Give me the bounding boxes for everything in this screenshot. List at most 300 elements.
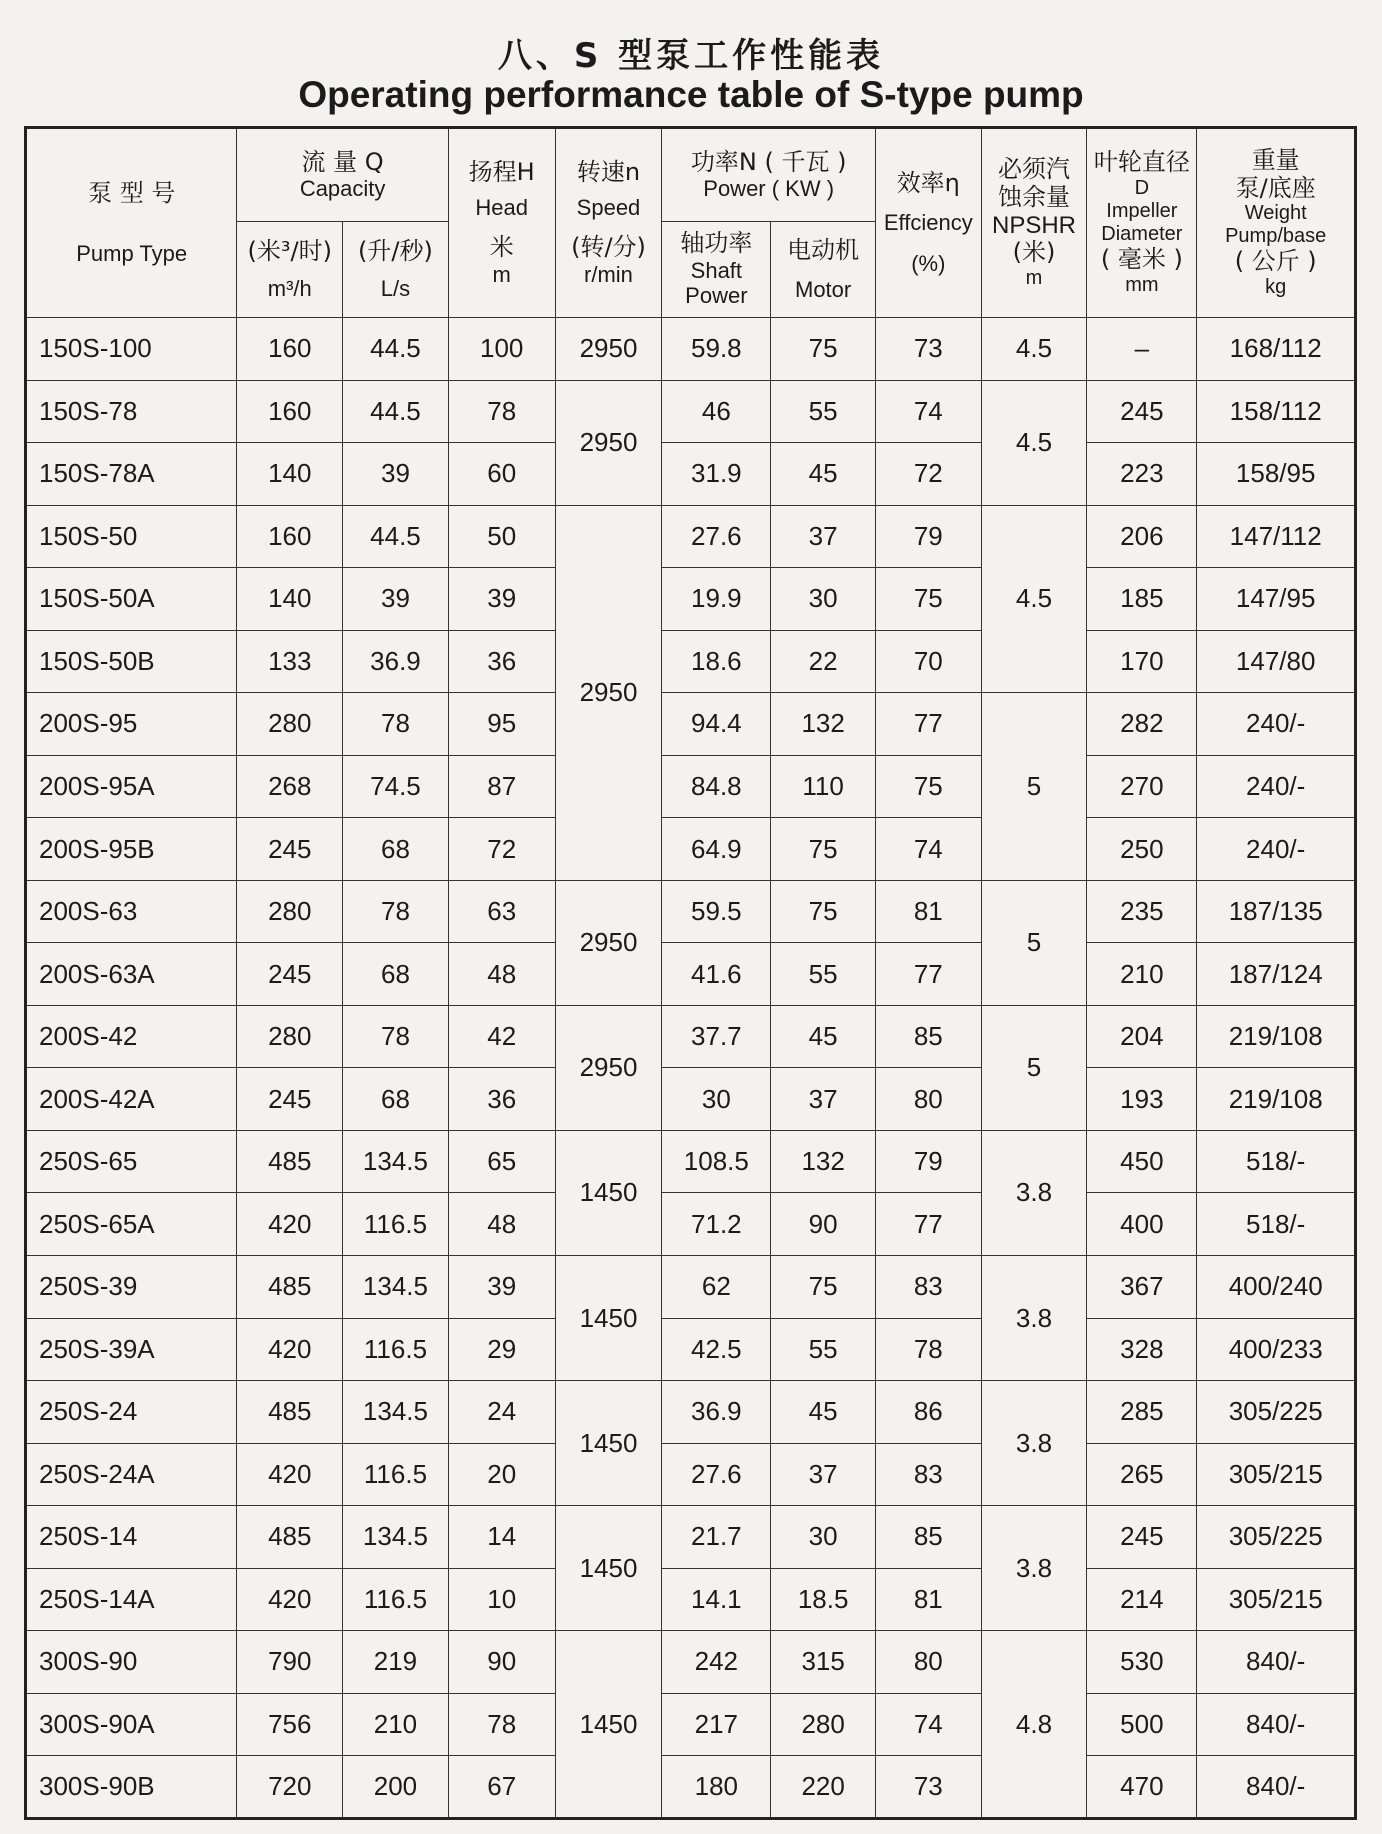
header-efficiency xyxy=(875,128,981,318)
cell-impeller-diameter: 328 xyxy=(1087,1318,1197,1381)
cell-weight: 158/112 xyxy=(1197,380,1356,443)
header-weight-unit-cn: ( 公斤 ) xyxy=(1234,247,1317,276)
header-capacity-m3h-cn: (米³/时) xyxy=(247,237,332,266)
header-impeller xyxy=(1087,128,1197,318)
header-impeller-unit-cn: ( 毫米 ) xyxy=(1100,245,1183,273)
cell-impeller-diameter: 265 xyxy=(1087,1443,1197,1506)
header-impeller-d: D xyxy=(1134,177,1150,199)
table-row xyxy=(26,1568,1356,1631)
cell-motor: 55 xyxy=(771,943,876,1006)
cell-shaft-power: 217 xyxy=(662,1693,771,1756)
cell-impeller-diameter: 245 xyxy=(1087,1506,1197,1569)
cell-capacity-m3h: 420 xyxy=(237,1193,343,1256)
cell-motor: 132 xyxy=(771,1130,876,1193)
cell-pump-type: 250S-65A xyxy=(26,1193,237,1256)
cell-pump-type: 150S-50 xyxy=(26,505,237,568)
header-pump-type-en: Pump Type xyxy=(76,241,188,267)
cell-capacity-m3h: 790 xyxy=(237,1631,343,1694)
cell-capacity-ls: 74.5 xyxy=(343,755,449,818)
cell-capacity-ls: 78 xyxy=(343,693,449,756)
header-speed-unit: r/min xyxy=(584,261,633,287)
header-pump-type xyxy=(26,128,237,318)
cell-pump-type: 150S-78 xyxy=(26,380,237,443)
header-impeller-en1: Impeller xyxy=(1106,200,1178,222)
cell-weight: 147/80 xyxy=(1197,630,1356,693)
cell-capacity-ls: 219 xyxy=(343,1631,449,1694)
cell-head: 78 xyxy=(448,1693,555,1756)
table-row xyxy=(26,318,1356,381)
header-shaft-cn: 轴功率 xyxy=(680,229,753,258)
cell-impeller-diameter: 193 xyxy=(1087,1068,1197,1131)
table-row xyxy=(26,380,1356,443)
cell-capacity-m3h: 720 xyxy=(237,1756,343,1819)
header-power xyxy=(662,128,876,222)
title-chinese: 八、S 型泵工作性能表 xyxy=(497,36,885,76)
header-weight xyxy=(1197,128,1356,318)
table-row xyxy=(26,1318,1356,1381)
cell-impeller-diameter: 470 xyxy=(1087,1756,1197,1819)
cell-impeller-diameter: 367 xyxy=(1087,1255,1197,1318)
cell-motor: 75 xyxy=(771,818,876,881)
cell-efficiency: 74 xyxy=(875,1693,981,1756)
cell-pump-type: 200S-63A xyxy=(26,943,237,1006)
cell-head: 39 xyxy=(448,1255,555,1318)
cell-head: 90 xyxy=(448,1631,555,1694)
table-row xyxy=(26,1193,1356,1256)
cell-weight: 400/240 xyxy=(1197,1255,1356,1318)
cell-shaft-power: 242 xyxy=(662,1631,771,1694)
cell-pump-type: 300S-90A xyxy=(26,1693,237,1756)
cell-impeller-diameter: 204 xyxy=(1087,1005,1197,1068)
cell-pump-type: 250S-14A xyxy=(26,1568,237,1631)
cell-head: 36 xyxy=(448,1068,555,1131)
cell-head: 14 xyxy=(448,1506,555,1569)
cell-motor: 37 xyxy=(771,505,876,568)
cell-shaft-power: 41.6 xyxy=(662,943,771,1006)
cell-shaft-power: 180 xyxy=(662,1756,771,1819)
header-efficiency-en: Effciency xyxy=(883,209,973,235)
cell-motor: 75 xyxy=(771,318,876,381)
cell-speed: 2950 xyxy=(555,880,662,1005)
cell-efficiency: 77 xyxy=(875,943,981,1006)
cell-motor: 75 xyxy=(771,880,876,943)
header-speed-unit-cn: (转/分) xyxy=(571,233,646,261)
table-row xyxy=(26,630,1356,693)
cell-motor: 45 xyxy=(771,1381,876,1444)
cell-capacity-m3h: 280 xyxy=(237,693,343,756)
table-row xyxy=(26,943,1356,1006)
cell-efficiency: 83 xyxy=(875,1443,981,1506)
cell-shaft-power: 19.9 xyxy=(662,568,771,631)
cell-capacity-ls: 134.5 xyxy=(343,1381,449,1444)
cell-head: 100 xyxy=(448,318,555,381)
header-weight-en2: Pump/base xyxy=(1225,225,1327,248)
table-row xyxy=(26,1130,1356,1193)
cell-efficiency: 75 xyxy=(875,568,981,631)
cell-motor: 30 xyxy=(771,568,876,631)
table-body xyxy=(26,318,1356,1819)
cell-weight: 840/- xyxy=(1197,1693,1356,1756)
header-efficiency-unit: (%) xyxy=(911,250,946,276)
cell-motor: 55 xyxy=(771,380,876,443)
cell-pump-type: 200S-63 xyxy=(26,880,237,943)
cell-pump-type: 200S-42A xyxy=(26,1068,237,1131)
cell-shaft-power: 31.9 xyxy=(662,443,771,506)
cell-shaft-power: 62 xyxy=(662,1255,771,1318)
cell-capacity-m3h: 160 xyxy=(237,380,343,443)
cell-speed: 1450 xyxy=(555,1631,662,1819)
table-row xyxy=(26,1005,1356,1068)
table-row xyxy=(26,1068,1356,1131)
cell-pump-type: 150S-50B xyxy=(26,630,237,693)
header-power-cn: 功率N ( 千瓦 ) xyxy=(690,147,847,176)
cell-impeller-diameter: 235 xyxy=(1087,880,1197,943)
cell-impeller-diameter: 210 xyxy=(1087,943,1197,1006)
cell-shaft-power: 94.4 xyxy=(662,693,771,756)
cell-capacity-ls: 68 xyxy=(343,818,449,881)
cell-shaft-power: 59.5 xyxy=(662,880,771,943)
cell-weight: 840/- xyxy=(1197,1756,1356,1819)
cell-impeller-diameter: 285 xyxy=(1087,1381,1197,1444)
cell-efficiency: 85 xyxy=(875,1506,981,1569)
header-npsh-unit: m xyxy=(1025,266,1043,289)
cell-efficiency: 79 xyxy=(875,505,981,568)
cell-motor: 75 xyxy=(771,1255,876,1318)
cell-pump-type: 150S-100 xyxy=(26,318,237,381)
cell-pump-type: 250S-24 xyxy=(26,1381,237,1444)
cell-efficiency: 77 xyxy=(875,1193,981,1256)
header-capacity-m3h xyxy=(237,222,343,318)
cell-motor: 37 xyxy=(771,1443,876,1506)
cell-head: 36 xyxy=(448,630,555,693)
header-head xyxy=(448,128,555,318)
cell-capacity-m3h: 420 xyxy=(237,1318,343,1381)
cell-capacity-m3h: 245 xyxy=(237,1068,343,1131)
cell-impeller-diameter: 223 xyxy=(1087,443,1197,506)
cell-weight: 518/- xyxy=(1197,1130,1356,1193)
cell-impeller-diameter: 282 xyxy=(1087,693,1197,756)
cell-motor: 30 xyxy=(771,1506,876,1569)
cell-shaft-power: 30 xyxy=(662,1068,771,1131)
cell-pump-type: 300S-90B xyxy=(26,1756,237,1819)
cell-weight: 305/225 xyxy=(1197,1506,1356,1569)
cell-capacity-m3h: 160 xyxy=(237,318,343,381)
cell-capacity-m3h: 280 xyxy=(237,1005,343,1068)
header-capacity-ls-unit: L/s xyxy=(380,275,411,301)
header-weight-cn2: 泵/底座 xyxy=(1235,173,1316,202)
cell-shaft-power: 42.5 xyxy=(662,1318,771,1381)
cell-weight: 305/215 xyxy=(1197,1568,1356,1631)
table-row xyxy=(26,443,1356,506)
cell-pump-type: 250S-39 xyxy=(26,1255,237,1318)
cell-motor: 45 xyxy=(771,1005,876,1068)
cell-npsh: 4.8 xyxy=(981,1631,1087,1819)
header-speed-en: Speed xyxy=(576,194,641,220)
header-head-en: Head xyxy=(475,194,528,220)
cell-npsh: 3.8 xyxy=(981,1130,1087,1255)
cell-head: 42 xyxy=(448,1005,555,1068)
cell-capacity-ls: 44.5 xyxy=(343,505,449,568)
table-row xyxy=(26,880,1356,943)
cell-pump-type: 250S-39A xyxy=(26,1318,237,1381)
cell-pump-type: 250S-24A xyxy=(26,1443,237,1506)
cell-capacity-m3h: 268 xyxy=(237,755,343,818)
cell-efficiency: 74 xyxy=(875,818,981,881)
cell-motor: 45 xyxy=(771,443,876,506)
cell-npsh: 4.5 xyxy=(981,318,1087,381)
cell-npsh: 3.8 xyxy=(981,1255,1087,1380)
cell-efficiency: 75 xyxy=(875,755,981,818)
cell-impeller-diameter: 270 xyxy=(1087,755,1197,818)
cell-efficiency: 72 xyxy=(875,443,981,506)
table-row xyxy=(26,1255,1356,1318)
cell-motor: 22 xyxy=(771,630,876,693)
cell-weight: 400/233 xyxy=(1197,1318,1356,1381)
cell-weight: 219/108 xyxy=(1197,1068,1356,1131)
cell-capacity-ls: 134.5 xyxy=(343,1506,449,1569)
cell-weight: 158/95 xyxy=(1197,443,1356,506)
cell-efficiency: 77 xyxy=(875,693,981,756)
cell-head: 10 xyxy=(448,1568,555,1631)
cell-efficiency: 80 xyxy=(875,1631,981,1694)
cell-impeller-diameter: – xyxy=(1087,318,1197,381)
header-impeller-cn: 叶轮直径 xyxy=(1093,148,1190,177)
cell-motor: 315 xyxy=(771,1631,876,1694)
cell-capacity-ls: 68 xyxy=(343,943,449,1006)
cell-capacity-ls: 116.5 xyxy=(343,1568,449,1631)
header-shaft-en2: Power xyxy=(685,283,748,309)
cell-shaft-power: 108.5 xyxy=(662,1130,771,1193)
cell-capacity-ls: 134.5 xyxy=(343,1130,449,1193)
cell-npsh: 3.8 xyxy=(981,1381,1087,1506)
cell-head: 78 xyxy=(448,380,555,443)
cell-shaft-power: 84.8 xyxy=(662,755,771,818)
cell-capacity-ls: 44.5 xyxy=(343,380,449,443)
cell-shaft-power: 14.1 xyxy=(662,1568,771,1631)
cell-capacity-ls: 39 xyxy=(343,443,449,506)
cell-capacity-m3h: 485 xyxy=(237,1255,343,1318)
cell-capacity-ls: 44.5 xyxy=(343,318,449,381)
cell-pump-type: 150S-50A xyxy=(26,568,237,631)
cell-efficiency: 79 xyxy=(875,1130,981,1193)
table-row xyxy=(26,1443,1356,1506)
header-head-unit-cn: 米 xyxy=(489,233,514,261)
cell-capacity-ls: 78 xyxy=(343,1005,449,1068)
cell-capacity-ls: 116.5 xyxy=(343,1193,449,1256)
cell-efficiency: 81 xyxy=(875,880,981,943)
cell-capacity-m3h: 160 xyxy=(237,505,343,568)
cell-speed: 1450 xyxy=(555,1381,662,1506)
header-npsh-unit-cn: (米) xyxy=(1012,238,1056,267)
cell-shaft-power: 59.8 xyxy=(662,318,771,381)
cell-shaft-power: 27.6 xyxy=(662,505,771,568)
header-motor-en: Motor xyxy=(795,276,852,302)
header-efficiency-cn: 效率η xyxy=(896,168,960,197)
cell-efficiency: 85 xyxy=(875,1005,981,1068)
cell-speed: 2950 xyxy=(555,505,662,880)
cell-capacity-m3h: 485 xyxy=(237,1130,343,1193)
cell-capacity-ls: 200 xyxy=(343,1756,449,1819)
header-capacity-ls-cn: (升/秒) xyxy=(358,237,433,266)
cell-npsh: 5 xyxy=(981,693,1087,881)
cell-weight: 305/225 xyxy=(1197,1381,1356,1444)
cell-head: 24 xyxy=(448,1381,555,1444)
cell-head: 60 xyxy=(448,443,555,506)
cell-speed: 2950 xyxy=(555,1005,662,1130)
cell-weight: 187/135 xyxy=(1197,880,1356,943)
header-head-cn: 扬程H xyxy=(468,158,535,187)
cell-head: 48 xyxy=(448,943,555,1006)
cell-impeller-diameter: 245 xyxy=(1087,380,1197,443)
cell-head: 39 xyxy=(448,568,555,631)
cell-npsh: 4.5 xyxy=(981,505,1087,693)
cell-capacity-m3h: 485 xyxy=(237,1506,343,1569)
cell-impeller-diameter: 214 xyxy=(1087,1568,1197,1631)
cell-capacity-ls: 78 xyxy=(343,880,449,943)
cell-head: 29 xyxy=(448,1318,555,1381)
cell-impeller-diameter: 500 xyxy=(1087,1693,1197,1756)
header-capacity-m3h-unit: m³/h xyxy=(267,275,312,301)
cell-capacity-m3h: 485 xyxy=(237,1381,343,1444)
header-npsh-cn1: 必须汽 xyxy=(998,155,1070,184)
cell-speed: 1450 xyxy=(555,1255,662,1380)
cell-pump-type: 200S-42 xyxy=(26,1005,237,1068)
cell-shaft-power: 71.2 xyxy=(662,1193,771,1256)
cell-impeller-diameter: 450 xyxy=(1087,1130,1197,1193)
cell-capacity-m3h: 133 xyxy=(237,630,343,693)
table-row xyxy=(26,693,1356,756)
header-weight-cn1: 重量 xyxy=(1251,146,1300,175)
cell-weight: 305/215 xyxy=(1197,1443,1356,1506)
header-capacity-en: Capacity xyxy=(299,176,386,202)
cell-weight: 240/- xyxy=(1197,818,1356,881)
cell-shaft-power: 27.6 xyxy=(662,1443,771,1506)
cell-head: 72 xyxy=(448,818,555,881)
cell-capacity-ls: 116.5 xyxy=(343,1443,449,1506)
header-npsh-en: NPSHR xyxy=(992,211,1077,239)
cell-impeller-diameter: 400 xyxy=(1087,1193,1197,1256)
cell-efficiency: 74 xyxy=(875,380,981,443)
cell-pump-type: 200S-95A xyxy=(26,755,237,818)
cell-weight: 219/108 xyxy=(1197,1005,1356,1068)
cell-capacity-ls: 210 xyxy=(343,1693,449,1756)
cell-weight: 147/95 xyxy=(1197,568,1356,631)
cell-capacity-ls: 68 xyxy=(343,1068,449,1131)
header-shaft-power xyxy=(662,222,771,318)
cell-motor: 110 xyxy=(771,755,876,818)
cell-speed: 1450 xyxy=(555,1506,662,1631)
cell-pump-type: 150S-78A xyxy=(26,443,237,506)
cell-head: 67 xyxy=(448,1756,555,1819)
header-speed xyxy=(555,128,662,318)
cell-weight: 187/124 xyxy=(1197,943,1356,1006)
cell-weight: 840/- xyxy=(1197,1631,1356,1694)
cell-pump-type: 250S-14 xyxy=(26,1506,237,1569)
cell-impeller-diameter: 170 xyxy=(1087,630,1197,693)
cell-shaft-power: 21.7 xyxy=(662,1506,771,1569)
cell-speed: 1450 xyxy=(555,1130,662,1255)
cell-capacity-ls: 39 xyxy=(343,568,449,631)
table-row xyxy=(26,1631,1356,1694)
cell-capacity-m3h: 140 xyxy=(237,568,343,631)
cell-shaft-power: 18.6 xyxy=(662,630,771,693)
cell-shaft-power: 36.9 xyxy=(662,1381,771,1444)
cell-head: 65 xyxy=(448,1130,555,1193)
cell-capacity-ls: 116.5 xyxy=(343,1318,449,1381)
cell-weight: 240/- xyxy=(1197,755,1356,818)
cell-motor: 280 xyxy=(771,1693,876,1756)
cell-npsh: 4.5 xyxy=(981,380,1087,505)
cell-motor: 90 xyxy=(771,1193,876,1256)
cell-capacity-m3h: 756 xyxy=(237,1693,343,1756)
header-weight-unit: kg xyxy=(1265,275,1287,298)
header-impeller-unit: mm xyxy=(1125,273,1159,296)
header-speed-cn: 转速n xyxy=(576,158,641,187)
cell-shaft-power: 46 xyxy=(662,380,771,443)
cell-npsh: 3.8 xyxy=(981,1506,1087,1631)
cell-motor: 220 xyxy=(771,1756,876,1819)
cell-head: 20 xyxy=(448,1443,555,1506)
header-motor xyxy=(771,222,876,318)
cell-speed: 2950 xyxy=(555,318,662,381)
cell-efficiency: 73 xyxy=(875,1756,981,1819)
cell-head: 95 xyxy=(448,693,555,756)
cell-shaft-power: 37.7 xyxy=(662,1005,771,1068)
cell-head: 48 xyxy=(448,1193,555,1256)
cell-motor: 18.5 xyxy=(771,1568,876,1631)
header-npsh xyxy=(981,128,1087,318)
header-shaft-en1: Shaft xyxy=(690,258,743,283)
cell-capacity-m3h: 245 xyxy=(237,943,343,1006)
cell-impeller-diameter: 530 xyxy=(1087,1631,1197,1694)
cell-efficiency: 83 xyxy=(875,1255,981,1318)
cell-npsh: 5 xyxy=(981,880,1087,1005)
cell-capacity-ls: 36.9 xyxy=(343,630,449,693)
cell-weight: 518/- xyxy=(1197,1193,1356,1256)
cell-head: 50 xyxy=(448,505,555,568)
cell-head: 87 xyxy=(448,755,555,818)
header-capacity-cn: 流 量 Q xyxy=(301,147,384,176)
header-capacity-ls xyxy=(343,222,449,318)
cell-weight: 147/112 xyxy=(1197,505,1356,568)
table-row xyxy=(26,1756,1356,1819)
header-power-en: Power ( KW ) xyxy=(703,176,835,202)
cell-pump-type: 200S-95 xyxy=(26,693,237,756)
cell-efficiency: 86 xyxy=(875,1381,981,1444)
cell-motor: 37 xyxy=(771,1068,876,1131)
cell-motor: 55 xyxy=(771,1318,876,1381)
cell-speed: 2950 xyxy=(555,380,662,505)
cell-capacity-m3h: 280 xyxy=(237,880,343,943)
header-npsh-cn2: 蚀余量 xyxy=(998,182,1070,211)
table-row xyxy=(26,1506,1356,1569)
header-pump-type-cn: 泵 型 号 xyxy=(88,178,176,207)
title-english: Operating performance table of S-type pump xyxy=(298,74,1084,115)
table-row xyxy=(26,505,1356,568)
cell-efficiency: 81 xyxy=(875,1568,981,1631)
cell-npsh: 5 xyxy=(981,1005,1087,1130)
performance-table xyxy=(24,126,1357,1820)
cell-capacity-m3h: 245 xyxy=(237,818,343,881)
table-row xyxy=(26,755,1356,818)
cell-impeller-diameter: 185 xyxy=(1087,568,1197,631)
cell-efficiency: 78 xyxy=(875,1318,981,1381)
cell-weight: 168/112 xyxy=(1197,318,1356,381)
cell-pump-type: 300S-90 xyxy=(26,1631,237,1694)
cell-impeller-diameter: 250 xyxy=(1087,818,1197,881)
header-weight-en1: Weight xyxy=(1244,202,1307,225)
cell-capacity-m3h: 140 xyxy=(237,443,343,506)
